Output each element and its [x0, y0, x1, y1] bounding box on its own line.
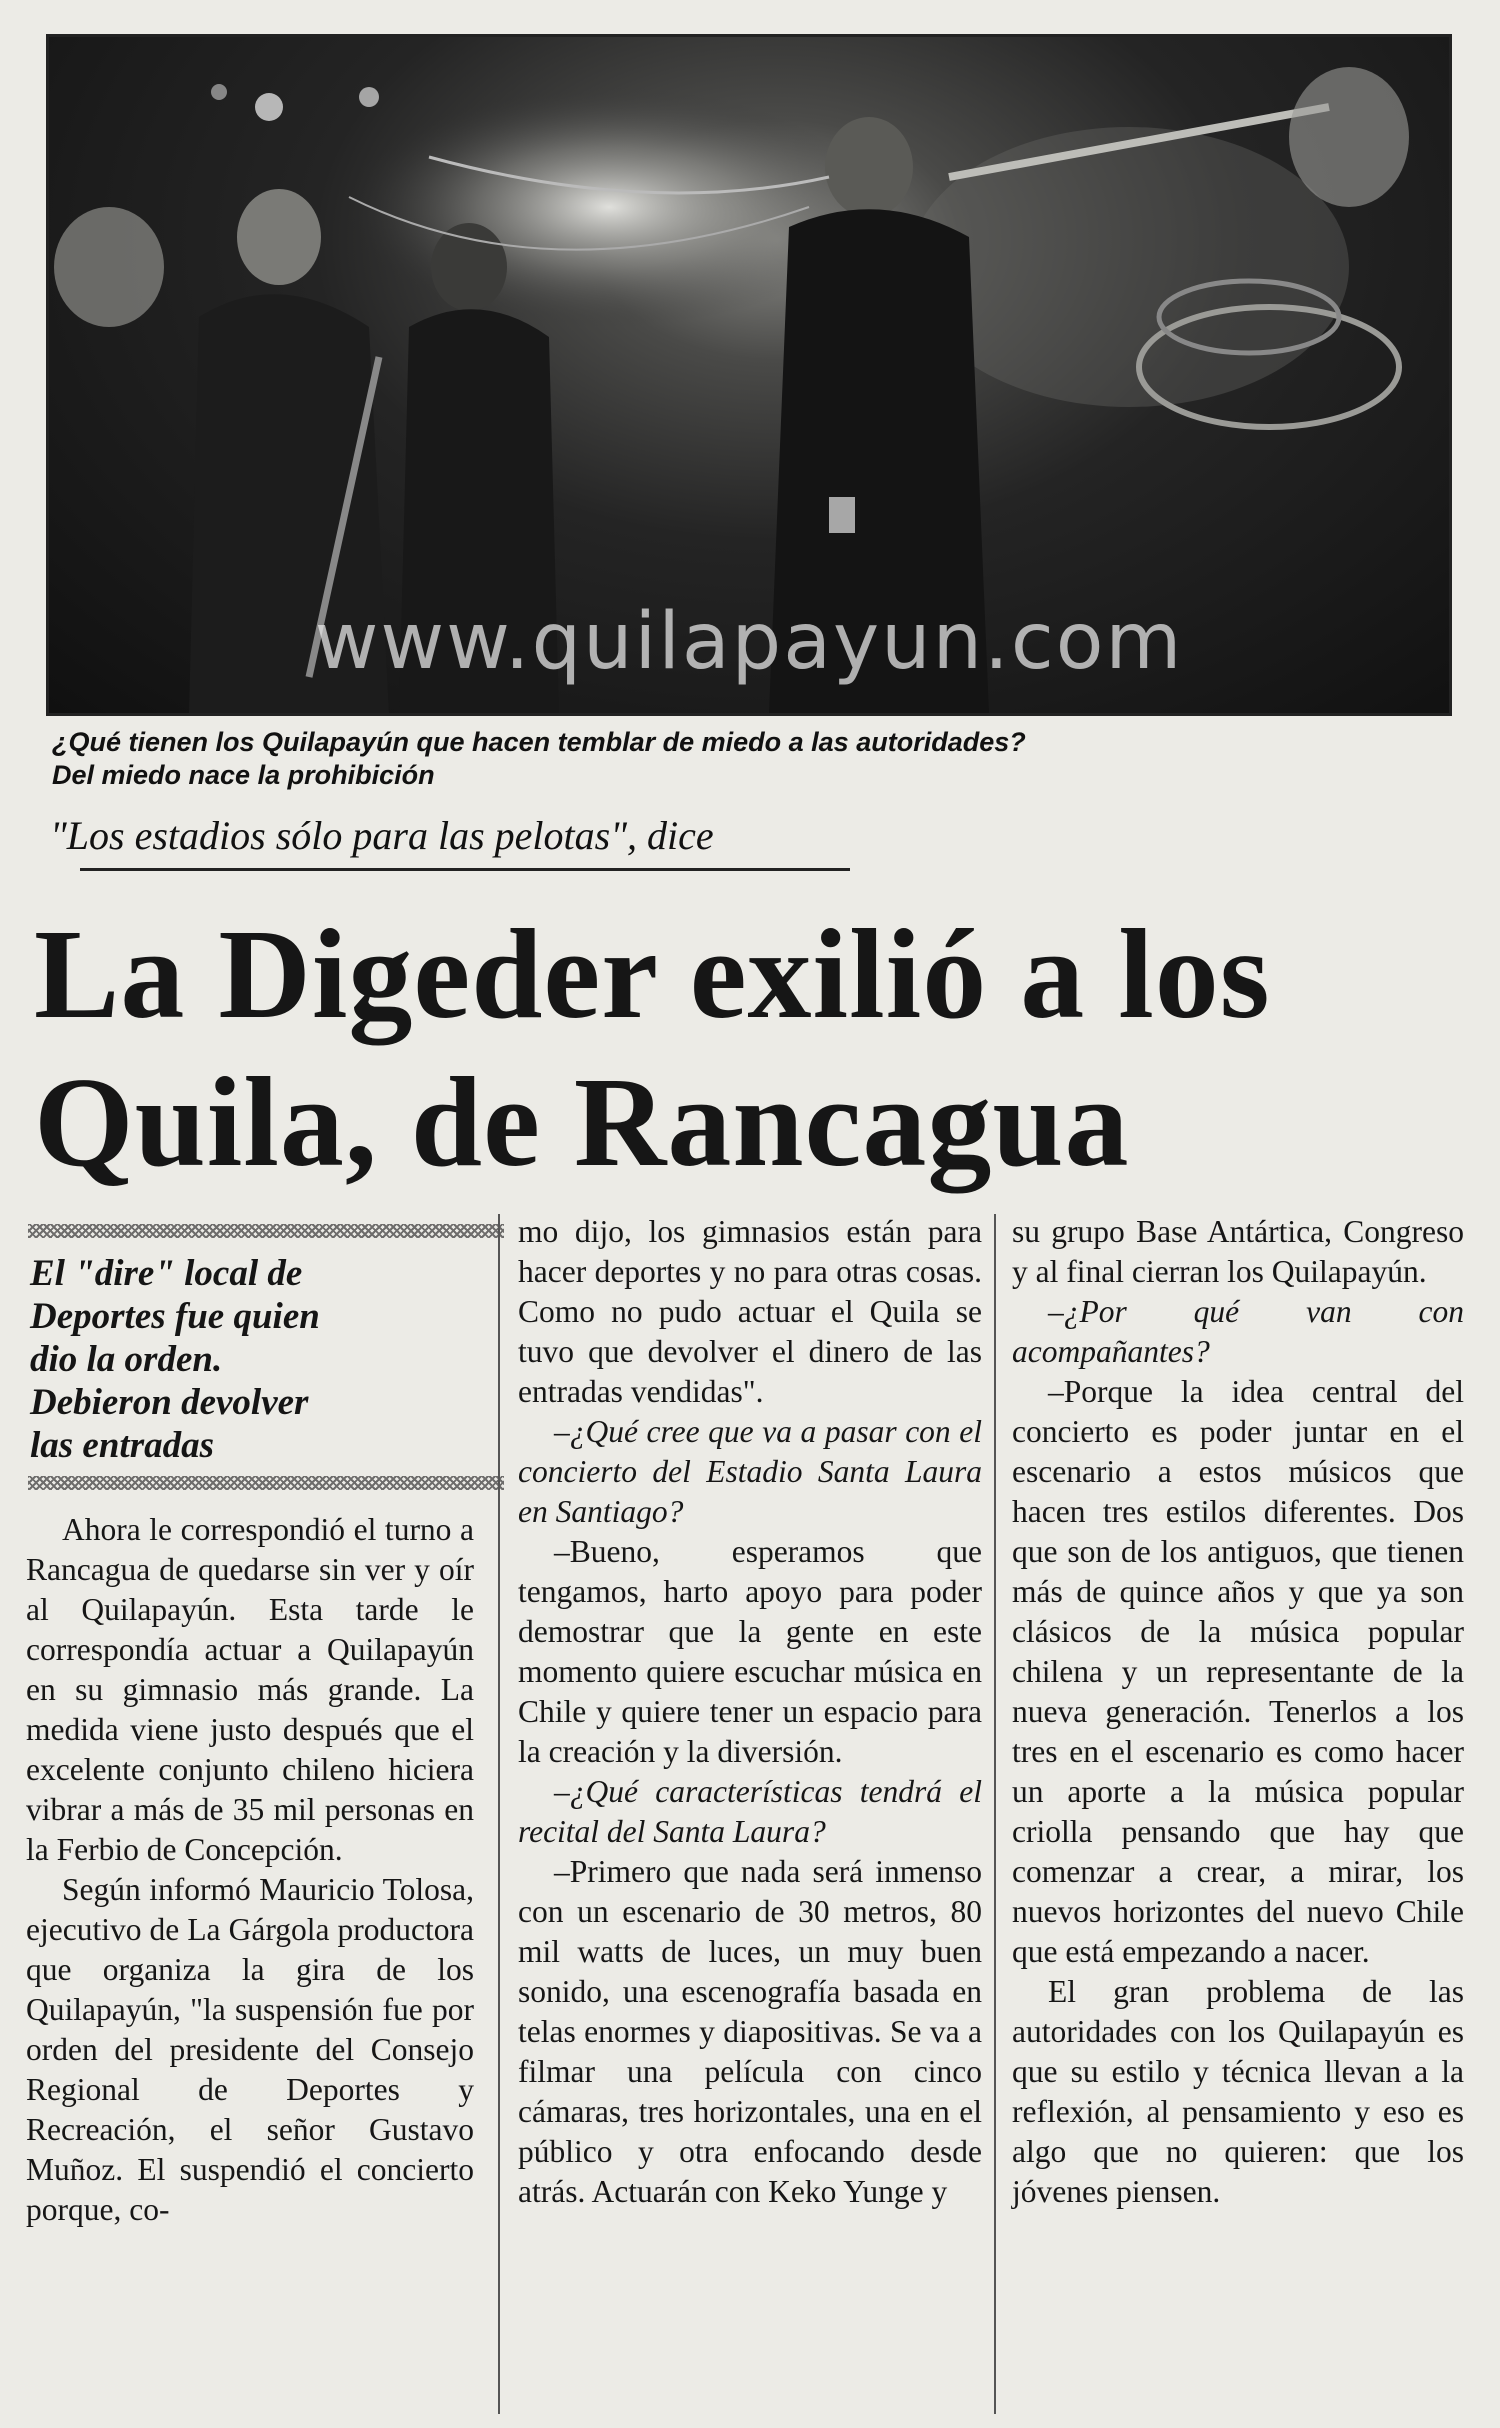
answer: –Porque la idea central del concierto es poder juntar en el escenario a estos músicos que hacen tres estilos diferentes. Dos que son de los antiguos, que tienen más de quince años y que ya son clásicos de la música popular chilena y un representante de la nueva generación. Tenerlos a los tres en el escenario es como hacer un aporte a la música popular criolla pensando que hay que comenzar a crear, a mirar, los nuevos horizontes del nuevo Chile que está empezando a nacer. — [1012, 1374, 1464, 1969]
question: –¿Qué cree que va a pasar con el concierto del Estadio Santa Laura en Santiago? — [518, 1414, 982, 1529]
paragraph: mo dijo, los gimnasios están para hacer deportes y no para otras cosas. Como no pudo actuar el Quila se tuvo que devolver el dinero de las entradas vendidas". — [518, 1214, 982, 1409]
article-column-3 — [1012, 1212, 1464, 2212]
caption-line: Del miedo nace la prohibición — [52, 760, 435, 790]
headline — [34, 900, 1474, 1196]
deck — [30, 1252, 500, 1467]
kicker-underline — [80, 868, 850, 871]
paragraph: Ahora le correspondió el turno a Rancagua de quedarse sin ver y oír al Quilapayún. Esta tarde le correspondía actuar a Quilapayún en su gimnasio más grande. La medida viene justo después que el excelente conjunto chileno hiciera vibrar a más de 35 mil personas en la Ferbio de Concepción. — [26, 1512, 474, 1867]
paragraph: Según informó Mauricio Tolosa, ejecutivo de La Gárgola productora que organiza la gira de los Quilapayún, "la suspensión fue por orden del presidente del Consejo Regional de Deportes y Recreación, el señor Gustavo Muñoz. El suspendió el concierto porque, co- — [26, 1872, 474, 2227]
concert-photo — [46, 34, 1452, 716]
question: –¿Qué características tendrá el recital del Santa Laura? — [518, 1774, 982, 1849]
deck-line: dio la orden. — [30, 1339, 223, 1380]
watermark: www.quilapayun.com — [314, 597, 1184, 687]
deck-top-rule — [28, 1224, 504, 1238]
column-rule — [498, 1214, 500, 2414]
deck-line: El "dire" local de — [30, 1253, 303, 1294]
deck-line: Debieron devolver — [30, 1382, 309, 1423]
answer: –Bueno, esperamos que tengamos, harto apoyo para poder demostrar que la gente en este momento quiere escuchar música en Chile y quiere tener un espacio para la creación y la diversión. — [518, 1534, 982, 1769]
headline-line: Quila, de Rancagua — [34, 1051, 1130, 1193]
photo-caption — [52, 726, 1432, 792]
paragraph: El gran problema de las autoridades con los Quilapayún es que su estilo y técnica llevan a la reflexión, al pensamiento y eso es algo que no quieren: que los jóvenes piensen. — [1012, 1974, 1464, 2209]
deck-bottom-rule — [28, 1476, 504, 1490]
answer: –Primero que nada será inmenso con un escenario de 30 metros, 80 mil watts de luces, un muy buen sonido, una escenografía basada en telas enormes y diapositivas. Se va a filmar una película con cinco cámaras, tres horizontales, una en el público y otra enfocando desde atrás. Actuarán con Keko Yunge y — [518, 1854, 982, 2209]
question: –¿Por qué van con acompañantes? — [1012, 1294, 1464, 1369]
deck-line: las entradas — [30, 1425, 215, 1466]
caption-line: ¿Qué tienen los Quilapayún que hacen temblar de miedo a las autoridades? — [52, 727, 1026, 757]
article-column-2 — [518, 1212, 982, 2212]
deck-line: Deportes fue quien — [30, 1296, 320, 1337]
column-rule — [994, 1214, 996, 2414]
article-column-1 — [26, 1510, 474, 2230]
paragraph: su grupo Base Antártica, Congreso y al final cierran los Quilapayún. — [1012, 1214, 1464, 1289]
kicker: "Los estadios sólo para las pelotas", dice — [50, 813, 714, 858]
headline-line: La Digeder exilió a los — [34, 903, 1271, 1045]
